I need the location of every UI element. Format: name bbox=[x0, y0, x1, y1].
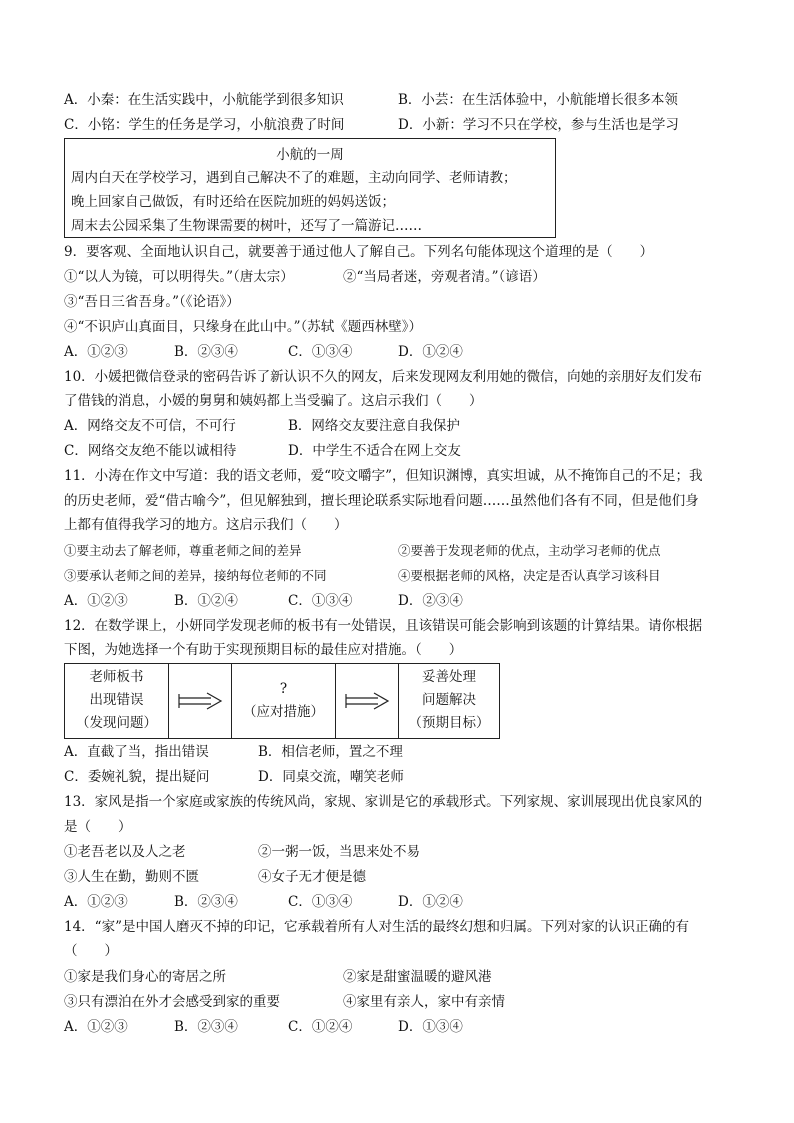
q13-item-4: ④女子无才便是德 bbox=[258, 869, 366, 885]
flow-box-problem bbox=[65, 664, 169, 738]
flow-box-text: 妥善处理 bbox=[422, 669, 476, 685]
flow-box-text: （预期目标） bbox=[408, 715, 490, 731]
q8-material-box bbox=[64, 138, 556, 238]
q12-stem: 下图，为她选择一个有助于实现预期目标的最佳应对措施。（ ） bbox=[64, 642, 463, 658]
q8-box-line: 周末去公园采集了生物课需要的树叶，还写了一篇游记…… bbox=[71, 218, 422, 234]
q11-stem: 上都有值得我学习的地方。这启示我们（ ） bbox=[64, 517, 348, 533]
q11-stem: 11．小涛在作文中写道：我的语文老师，爱“咬文嚼字”，但知识渊博，真实坦诚，从不掩饰自己的不足；我 bbox=[64, 468, 703, 484]
flow-box-text: （发现问题） bbox=[76, 715, 157, 731]
q13-option-c: C．①③④ bbox=[288, 894, 353, 910]
q11-option-a: A．①②③ bbox=[64, 593, 128, 609]
q11-item-4: ④要根据老师的风格，决定是否认真学习该科目 bbox=[398, 568, 661, 583]
q11-option-d: D．②③④ bbox=[398, 593, 463, 609]
q12-stem: 12．在数学课上，小妍同学发现老师的板书有一处错误，且该错误可能会影响到该题的计算结果。请你根据 bbox=[64, 618, 703, 634]
q9-item-3: ③“吾日三省吾身。”（《论语》） bbox=[64, 294, 240, 310]
q11-item-3: ③要承认老师之间的差异，接纳每位老师的不同 bbox=[64, 568, 327, 583]
q8-box-title: 小航的一周 bbox=[276, 147, 344, 163]
flow-box-measure bbox=[232, 664, 336, 738]
q9-option-c: C．①③④ bbox=[288, 344, 353, 360]
q9-item-2: ②“当局者迷，旁观者清。”（谚语） bbox=[343, 269, 546, 285]
q9-item-4: ④“不识庐山真面目，只缘身在此山中。”（苏轼《题西林壁》） bbox=[64, 319, 423, 335]
q13-option-a: A．①②③ bbox=[64, 894, 128, 910]
q11-item-1: ①要主动去了解老师，尊重老师之间的差异 bbox=[64, 543, 302, 558]
q8-box-line: 晚上回家自己做饭，有时还给在医院加班的妈妈送饭； bbox=[71, 194, 395, 210]
q14-stem: 14．“家”是中国人磨灭不掉的印记，它承载着所有人对生活的最终幻想和归属。下列对家的认识正确的有 bbox=[64, 919, 689, 935]
flow-box-text: 老师板书 bbox=[89, 669, 144, 685]
q14-option-d: D．①③④ bbox=[398, 1019, 463, 1035]
q14-stem: （ ） bbox=[64, 943, 118, 959]
q14-option-c: C．①②④ bbox=[288, 1019, 353, 1035]
q10-stem: 了借钱的消息，小媛的舅舅和姨妈都上当受骗了。这启示我们（ ） bbox=[64, 393, 483, 409]
q8-box-line: 周内白天在学校学习，遇到自己解决不了的难题，主动向同学、老师请教； bbox=[71, 170, 517, 186]
q13-stem: 13．家风是指一个家庭或家族的传统风尚，家规、家训是它的承载形式。下列家规、家训展现出优良家风的 bbox=[64, 794, 703, 810]
q10-stem: 10．小媛把微信登录的密码告诉了新认识不久的网友，后来发现网友利用她的微信，向她的亲朋好友们发布 bbox=[64, 369, 703, 385]
flow-arrow-cell bbox=[169, 664, 232, 738]
q10-option-c: C．网络交友绝不能以诚相待 bbox=[64, 443, 237, 459]
q13-item-3: ③人生在勤，勤则不匮 bbox=[64, 869, 199, 885]
q12-option-d: D．同桌交流，嘲笑老师 bbox=[258, 769, 404, 785]
q13-stem: 是（ ） bbox=[64, 819, 132, 835]
q8-option-c: C．小铭：学生的任务是学习，小航浪费了时间 bbox=[64, 117, 345, 133]
q12-flow-diagram bbox=[64, 663, 500, 739]
flow-box-text: 问题解决 bbox=[422, 692, 476, 708]
q11-option-c: C．①③④ bbox=[288, 593, 353, 609]
flow-arrow-cell bbox=[336, 664, 399, 738]
q10-option-a: A．网络交友不可信，不可行 bbox=[64, 418, 236, 434]
q11-option-b: B．①②④ bbox=[174, 593, 238, 609]
q9-option-a: A．①②③ bbox=[64, 344, 128, 360]
flow-box-goal bbox=[399, 664, 499, 738]
q14-option-a: A．①②③ bbox=[64, 1019, 128, 1035]
q11-item-2: ②要善于发现老师的优点，主动学习老师的优点 bbox=[398, 543, 661, 558]
q8-option-a: A．小秦：在生活实践中，小航能学到很多知识 bbox=[64, 92, 344, 108]
q10-option-b: B．网络交友要注意自我保护 bbox=[288, 418, 460, 434]
q9-item-1: ①“以人为镜，可以明得失。”（唐太宗） bbox=[64, 269, 294, 285]
q12-option-b: B．相信老师，置之不理 bbox=[258, 744, 403, 760]
double-arrow-right-icon bbox=[177, 692, 223, 710]
q13-item-2: ②一粥一饭，当思来处不易 bbox=[258, 844, 420, 860]
q8-option-d: D．小新：学习不只在学校，参与生活也是学习 bbox=[398, 117, 679, 133]
q11-stem: 的历史老师，爱“借古喻今”，但见解独到，擅长理论联系实际地看问题……虽然他们各有不同，但是他们身 bbox=[64, 493, 699, 509]
double-arrow-right-icon bbox=[344, 692, 390, 710]
q8-option-b: B．小芸：在生活体验中，小航能增长很多本领 bbox=[398, 92, 678, 108]
q14-item-3: ③只有漂泊在外才会感受到家的重要 bbox=[64, 994, 280, 1010]
flow-box-text: 出现错误 bbox=[89, 692, 144, 708]
q12-option-c: C．委婉礼貌，提出疑问 bbox=[64, 769, 210, 785]
q10-option-d: D．中学生不适合在网上交友 bbox=[288, 443, 461, 459]
q9-stem: 9．要客观、全面地认识自己，就要善于通过他人了解自己。下列名句能体现这个道理的是（ ） bbox=[64, 244, 654, 260]
flow-box-text: （应对措施） bbox=[243, 704, 324, 720]
flow-box-text: ? bbox=[279, 681, 288, 697]
q14-item-4: ④家里有亲人，家中有亲情 bbox=[343, 994, 505, 1010]
q9-option-d: D．①②④ bbox=[398, 344, 463, 360]
q14-item-2: ②家是甜蜜温暖的避风港 bbox=[343, 969, 492, 985]
q12-option-a: A．直截了当，指出错误 bbox=[64, 744, 209, 760]
q9-option-b: B．②③④ bbox=[174, 344, 238, 360]
q14-item-1: ①家是我们身心的寄居之所 bbox=[64, 969, 226, 985]
q13-option-d: D．①②④ bbox=[398, 894, 463, 910]
q13-item-1: ①老吾老以及人之老 bbox=[64, 844, 186, 860]
q13-option-b: B．②③④ bbox=[174, 894, 238, 910]
q14-option-b: B．②③④ bbox=[174, 1019, 238, 1035]
